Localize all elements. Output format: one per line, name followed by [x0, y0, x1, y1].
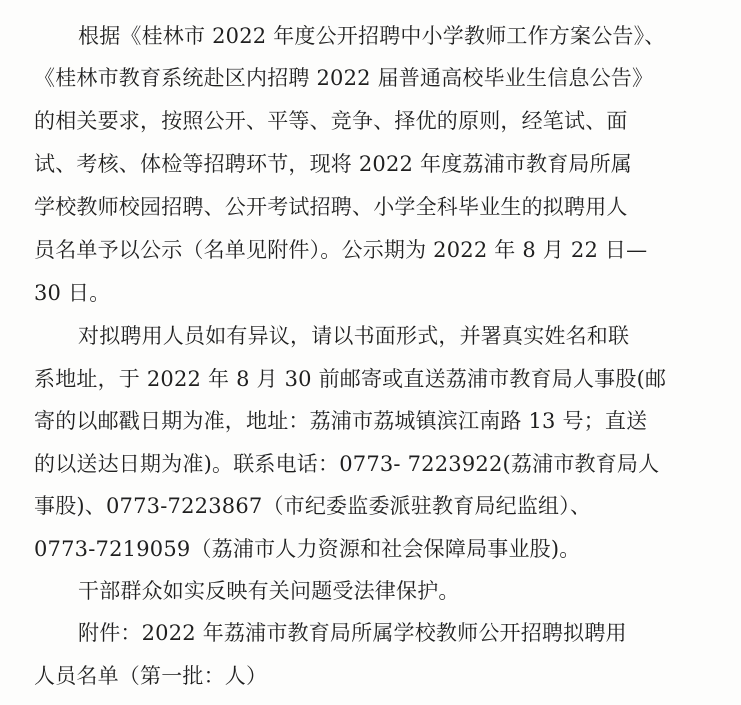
- paragraph-1-line-5: 学校教师校园招聘、公开考试招聘、小学全科毕业生的拟聘用人: [34, 195, 628, 219]
- paragraph-2-line-1: 对拟聘用人员如有异议，请以书面形式，并署真实姓名和联: [78, 324, 630, 348]
- paragraph-4-line-1: 附件：2022 年荔浦市教育局所属学校教师公开招聘拟聘用: [78, 621, 627, 645]
- paragraph-1-line-2: 《桂林市教育系统赴区内招聘 2022 届普通高校毕业生信息公告》: [34, 66, 654, 90]
- paragraph-1-line-3: 的相关要求，按照公开、平等、竞争、择优的原则，经笔试、面: [34, 109, 628, 133]
- paragraph-2-line-4: 的以送达日期为准)。联系电话：0773- 7223922(荔浦市教育局人: [34, 452, 660, 476]
- paragraph-2-line-5: 事股)、0773-7223867（市纪委监委派驻教育局纪监组）、: [34, 494, 592, 518]
- paragraph-1-line-4: 试、考核、体检等招聘环节，现将 2022 年度荔浦市教育局所属: [34, 152, 632, 176]
- paragraph-4-line-2: 人员名单（第一批：人）: [34, 664, 268, 688]
- paragraph-3-line-1: 干部群众如实反映有关问题受法律保护。: [78, 579, 460, 603]
- paragraph-1-line-7: 30 日。: [34, 281, 111, 305]
- paragraph-2-line-2: 系地址，于 2022 年 8 月 30 前邮寄或直送荔浦市教育局人事股(邮: [34, 367, 667, 391]
- paragraph-1-line-6: 员名单予以公示（名单见附件）。公示期为 2022 年 8 月 22 日—: [34, 238, 648, 262]
- paragraph-2-line-3: 寄的以邮戳日期为准，地址：荔浦市荔城镇滨江南路 13 号；直送: [34, 409, 648, 433]
- paragraph-2-line-6: 0773-7219059（荔浦市人力资源和社会保障局事业股)。: [34, 537, 581, 561]
- paragraph-1-line-1: 根据《桂林市 2022 年度公开招聘中小学教师工作方案公告》、: [78, 24, 666, 48]
